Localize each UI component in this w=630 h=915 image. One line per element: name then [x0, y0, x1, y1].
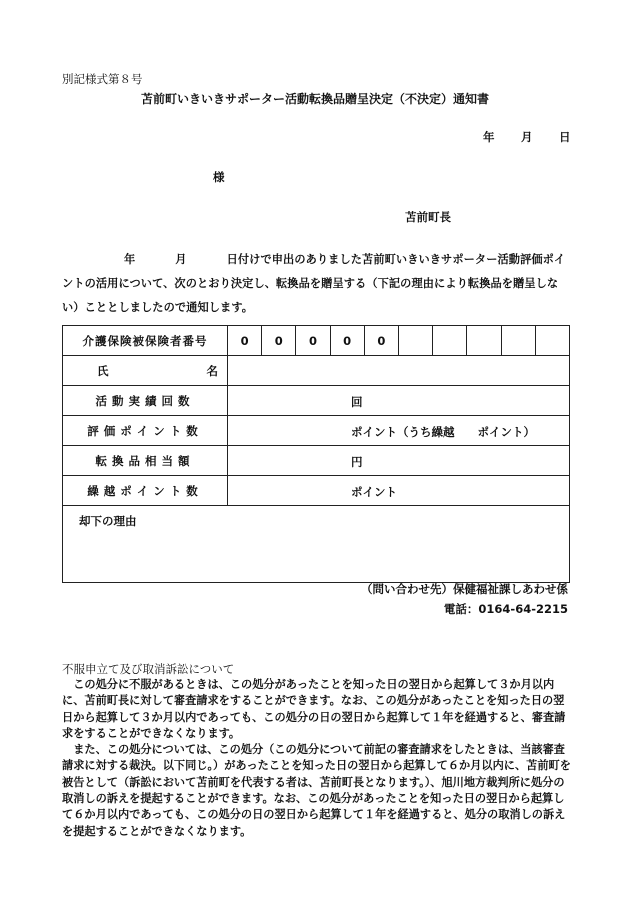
eval-points-unit: ポイント（うち繰越 ポイント）	[351, 425, 535, 439]
activity-count-unit: 回	[351, 395, 363, 409]
contact-phone: 電話：0164-64-2215	[443, 602, 568, 616]
digit-cell[interactable]: 0	[364, 326, 398, 356]
name-label-second: 名	[206, 363, 218, 378]
insured-number-label: 介護保険被保険者番号	[63, 326, 228, 356]
document-title: 苫前町いきいきサポーター活動転換品贈呈決定（不決定）通知書	[140, 92, 489, 106]
intro-text: 日付けで申出のありました苫前町いきいきサポーター活動評価ポイントの活用について、次のとおり決定し、転換品を贈呈する（下記の理由により転換品を贈呈しない）こととしましたので通知します。	[62, 253, 566, 314]
issuer-name: 苫前町長	[405, 210, 451, 224]
conversion-unit: 円	[351, 455, 363, 469]
carryover-unit: ポイント	[351, 485, 397, 499]
digit-cell[interactable]	[398, 326, 432, 356]
digit-cell[interactable]	[467, 326, 501, 356]
appeal-heading: 不服申立て及び取消訴訟について	[62, 662, 235, 676]
activity-count-row	[63, 386, 570, 416]
carryover-row	[63, 476, 570, 506]
insured-number-row	[63, 326, 570, 356]
digit-cell[interactable]: 0	[296, 326, 330, 356]
name-row	[63, 356, 570, 386]
appeal-paragraph-1: この処分に不服があるときは、この処分があったことを知った日の翌日から起算して３か月以内に、苫前町長に対して審査請求をすることができます。なお、この処分があったことを知った日の翌日から起算して３か月以内であっても、この処分の日の翌日から起算して１年を経過すると、審査請求をすることができなくなります。	[62, 678, 566, 740]
conversion-row	[63, 446, 570, 476]
recipient-suffix: 様	[213, 170, 225, 184]
eval-points-cell[interactable]	[228, 416, 570, 446]
rejection-row	[63, 506, 570, 583]
rejection-label: 却下の理由	[79, 514, 137, 528]
activity-count-label: 活動実績回数	[63, 386, 228, 416]
name-label	[63, 356, 228, 386]
date-year-label: 年	[483, 130, 495, 144]
carryover-label: 繰越ポイント数	[63, 476, 228, 506]
digit-cell[interactable]: 0	[228, 326, 262, 356]
name-label-first: 氏	[97, 363, 109, 378]
digit-cell[interactable]: 0	[330, 326, 364, 356]
conversion-label: 転換品相当額	[63, 446, 228, 476]
conversion-cell[interactable]	[228, 446, 570, 476]
form-number: 別記様式第８号	[62, 72, 143, 86]
digit-cell[interactable]	[535, 326, 569, 356]
appeal-body	[62, 677, 572, 840]
rejection-cell[interactable]	[63, 506, 570, 583]
appeal-paragraph-2: また、この処分については、この処分（この処分について前記の審査請求をしたときは、当該審査請求に対する裁決。以下同じ。）があったことを知った日の翌日から起算して６か月以内に、苫前町を被告として（訴訟において苫前町を代表する者は、苫前町長となります。）、旭川地方裁判所に処分の取消しの訴えを提起することができます。なお、この処分があったことを知った日の翌日から起算して６か月以内であっても、この処分の日の翌日から起算して１年を経過すると、処分の取消しの訴えを提起することができなくなります。	[62, 743, 571, 838]
date-month-label: 月	[521, 130, 533, 144]
digit-cell[interactable]	[501, 326, 535, 356]
eval-points-row	[63, 416, 570, 446]
decision-table	[62, 325, 570, 583]
contact-inquiry: （問い合わせ先）保健福祉課しあわせ係	[361, 582, 568, 596]
name-value-cell[interactable]	[228, 356, 570, 386]
intro-month: 月	[175, 253, 187, 266]
digit-cell[interactable]	[433, 326, 467, 356]
intro-year: 年	[124, 253, 136, 266]
activity-count-cell[interactable]	[228, 386, 570, 416]
date-day-label: 日	[559, 130, 571, 144]
carryover-cell[interactable]	[228, 476, 570, 506]
intro-paragraph	[62, 248, 570, 320]
digit-cell[interactable]: 0	[262, 326, 296, 356]
eval-points-label: 評価ポイント数	[63, 416, 228, 446]
